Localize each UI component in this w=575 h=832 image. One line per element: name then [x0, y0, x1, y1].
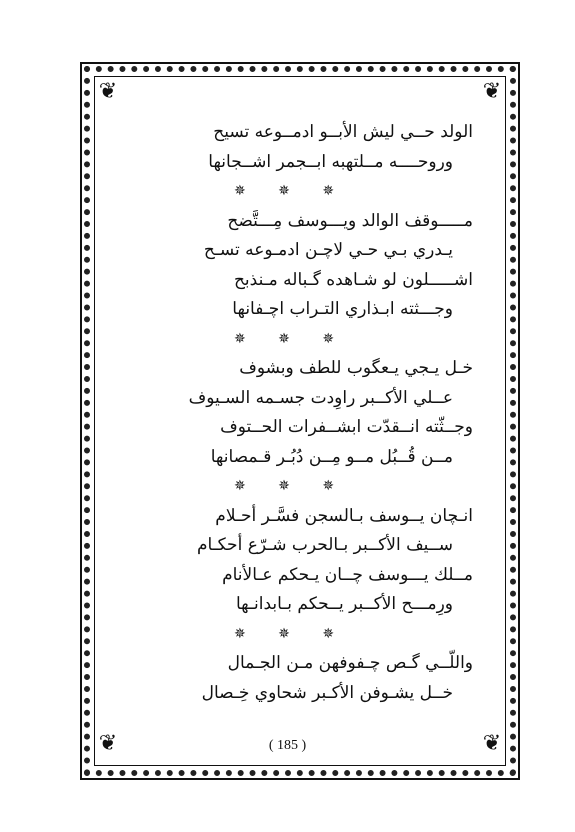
star-separator: ✵ ✵ ✵ [233, 183, 349, 199]
floral-corner-icon: ❦ [482, 731, 502, 756]
star-separator: ✵ ✵ ✵ [233, 478, 349, 494]
verse-line: خــل يشـوفن الأكـبر شحاوي خِـصال [201, 682, 453, 703]
verse-line: ســيف الأكــبر بـالحرب شـرّع أحكـام [196, 535, 453, 555]
verse-line: انـچان يــوسف بـالسجن فسَّـر أحـلام [215, 505, 473, 526]
page-number: ( 185 ) [268, 738, 307, 753]
verse-line: مــلك يـــوسف چــان يـحكم عـالأنام [222, 564, 473, 585]
poem-body [105, 118, 497, 708]
verse-line: ورِمـــح الأكــبر يــحكم بـابدانـها [236, 594, 453, 614]
verse-line: خـل يـجي يـعگوب للطف وبشوف [239, 358, 473, 378]
verse-line: وجــثّته انــقدّت ابشــفرات الحــتوف [220, 417, 473, 437]
verse-line: وروحــــه مــلتهبه ابــجمر اشــجانها [208, 151, 453, 172]
verse-line: مـــــوقف الوالد ويـــوسف مِـــتَّضح [227, 210, 473, 231]
verse-line: الولد حــي ليش الأبــو ادمــوعه تسيح [213, 122, 473, 142]
floral-corner-icon: ❦ [482, 79, 502, 104]
floral-corner-icon: ❦ [98, 731, 118, 756]
verse-line: مــن قُــبُل مــو مِــن دُبُـر قـمصانها [210, 446, 453, 467]
verse-line: اشـــــلون لو شـاهده گـباله مـنذبح [233, 269, 473, 290]
star-separator: ✵ ✵ ✵ [233, 625, 349, 642]
verse-line: وجـــثته ابـذاري التـراب اچـفانها [232, 299, 453, 319]
star-separator: ✵ ✵ ✵ [233, 330, 349, 347]
verse-line: عــلي الأكــبر راوِدت جسـمه السـيوف [188, 387, 453, 408]
verse-line: واللّــي گـص چـفوفهن مـن الجـمال [227, 653, 473, 673]
floral-corner-icon: ❦ [98, 79, 118, 104]
verse-line: يـدري بـي حـي لاچـن ادمـوعه تسـح [203, 240, 453, 260]
